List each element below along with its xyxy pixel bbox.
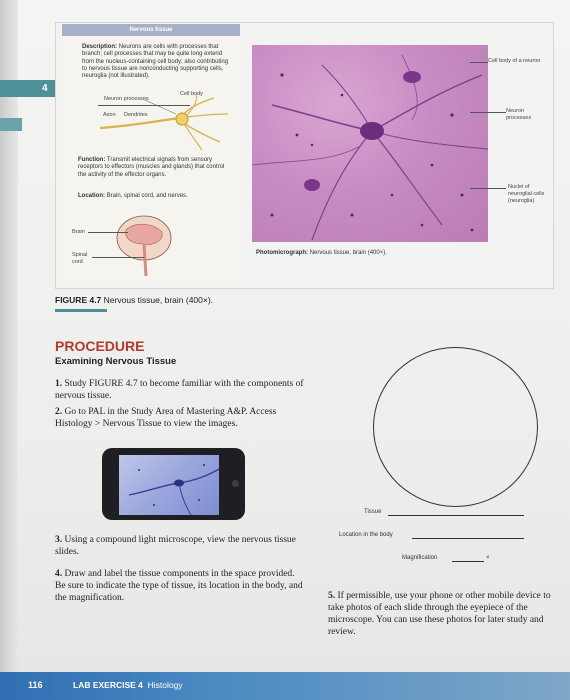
footer-title [73,680,183,690]
step-number: 3. [55,535,63,545]
step-text: Draw and label the tissue components in the space provided. Be sure to indicate the type of tissue, its location in the body, and the magnification. [55,569,303,603]
function-label: Function: [78,157,106,163]
step-number: 5. [328,591,336,601]
phone-home-button [232,480,239,487]
step-number: 4. [55,569,63,579]
location-label: Location: [78,193,105,199]
photo-label-cell-body: Cell body of a neuron [488,58,541,64]
nuclei-leader-line [470,188,506,189]
location-answer-line[interactable] [412,538,524,539]
procedure-step-1 [55,378,305,402]
brain-spinal-cord-diagram [108,214,178,276]
procedure-title: PROCEDURE [55,338,145,354]
chapter-tab-marker [0,118,22,131]
tissue-answer-line[interactable] [388,515,524,516]
spinal-leader-line [92,257,144,258]
procedure-step-2 [55,406,295,430]
magnification-label: Magnification [402,555,438,561]
figure-location [78,193,228,200]
caption-rule [55,309,107,312]
step-text: Study FIGURE 4.7 to become familiar with the components of nervous tissue. [55,379,304,401]
diagram-label-cell-body: Cell body [180,91,203,97]
magnification-suffix: × [486,555,490,561]
diagram-label-axon: Axon [103,112,116,118]
description-text: Neurons are cells with processes that branch; cell processes that may be quite long extend from the nucleus-containing cell body; also contributing to nervous tissue are nonconducting supporting cells, neuroglia (not illustrated). [82,44,229,80]
procedure-step-5 [328,590,568,638]
step-text: Go to PAL in the Study Area of Mastering A&P. Access Histology > Nervous Tissue to view the images. [55,407,277,429]
phone-screen [119,455,219,515]
figure-caption-label: FIGURE 4.7 [55,295,102,305]
chapter-tab: 4 [0,80,60,97]
step-text: If permissible, use your phone or other mobile device to take photos of each slide through the eyepiece of the microscope. You can use these photos for later study and review. [328,591,551,637]
brain-leader-line [88,232,128,233]
location-text: Brain, spinal cord, and nerves. [106,193,188,199]
figure-panel-title: Nervous tissue [62,24,240,36]
diagram-label-brain: Brain [72,229,85,235]
photomicrograph [252,45,488,242]
description-label: Description: [82,44,118,50]
photo-caption-text: Nervous tissue, brain (400×). [309,250,387,256]
photo-label-neuron-processes: Neuron processes [506,108,532,121]
lab-exercise-label: LAB EXERCISE 4 [73,680,143,690]
page-number: 116 [28,680,43,690]
diagram-label-neuron-processes: Neuron processes [104,96,149,102]
procedure-subtitle: Examining Nervous Tissue [55,356,177,367]
diagram-label-spinal-cord: Spinal cord [72,252,88,265]
figure-caption-text: Nervous tissue, brain (400×). [103,295,214,305]
figure-function [78,157,228,179]
step-number: 1. [55,379,63,389]
photo-label-nuclei: Nuclei of neuroglial cells (neuroglia) [508,184,545,204]
function-text: Transmit electrical signals from sensory receptors to effectors (muscles and glands) that control the activity of the effector organs. [78,157,225,178]
neuron-processes-leader-line [470,112,506,113]
magnification-answer-line[interactable] [452,561,484,562]
cell-body-leader-line [470,62,488,63]
photo-caption-label: Photomicrograph: [256,250,308,256]
tissue-label: Tissue [364,509,382,515]
drawing-circle[interactable] [373,347,538,507]
procedure-step-3 [55,534,300,558]
figure-caption [55,295,213,305]
page-gutter [0,0,18,700]
lab-title: Histology [147,680,183,690]
procedure-step-4 [55,568,303,604]
step-text: Using a compound light microscope, view the nervous tissue slides. [55,535,296,557]
bracket-line [98,105,190,106]
figure-description [82,44,232,80]
photo-caption [256,250,387,256]
location-in-body-label: Location in the body [339,532,393,538]
step-number: 2. [55,407,63,417]
diagram-label-dendrites: Dendrites [124,112,148,118]
